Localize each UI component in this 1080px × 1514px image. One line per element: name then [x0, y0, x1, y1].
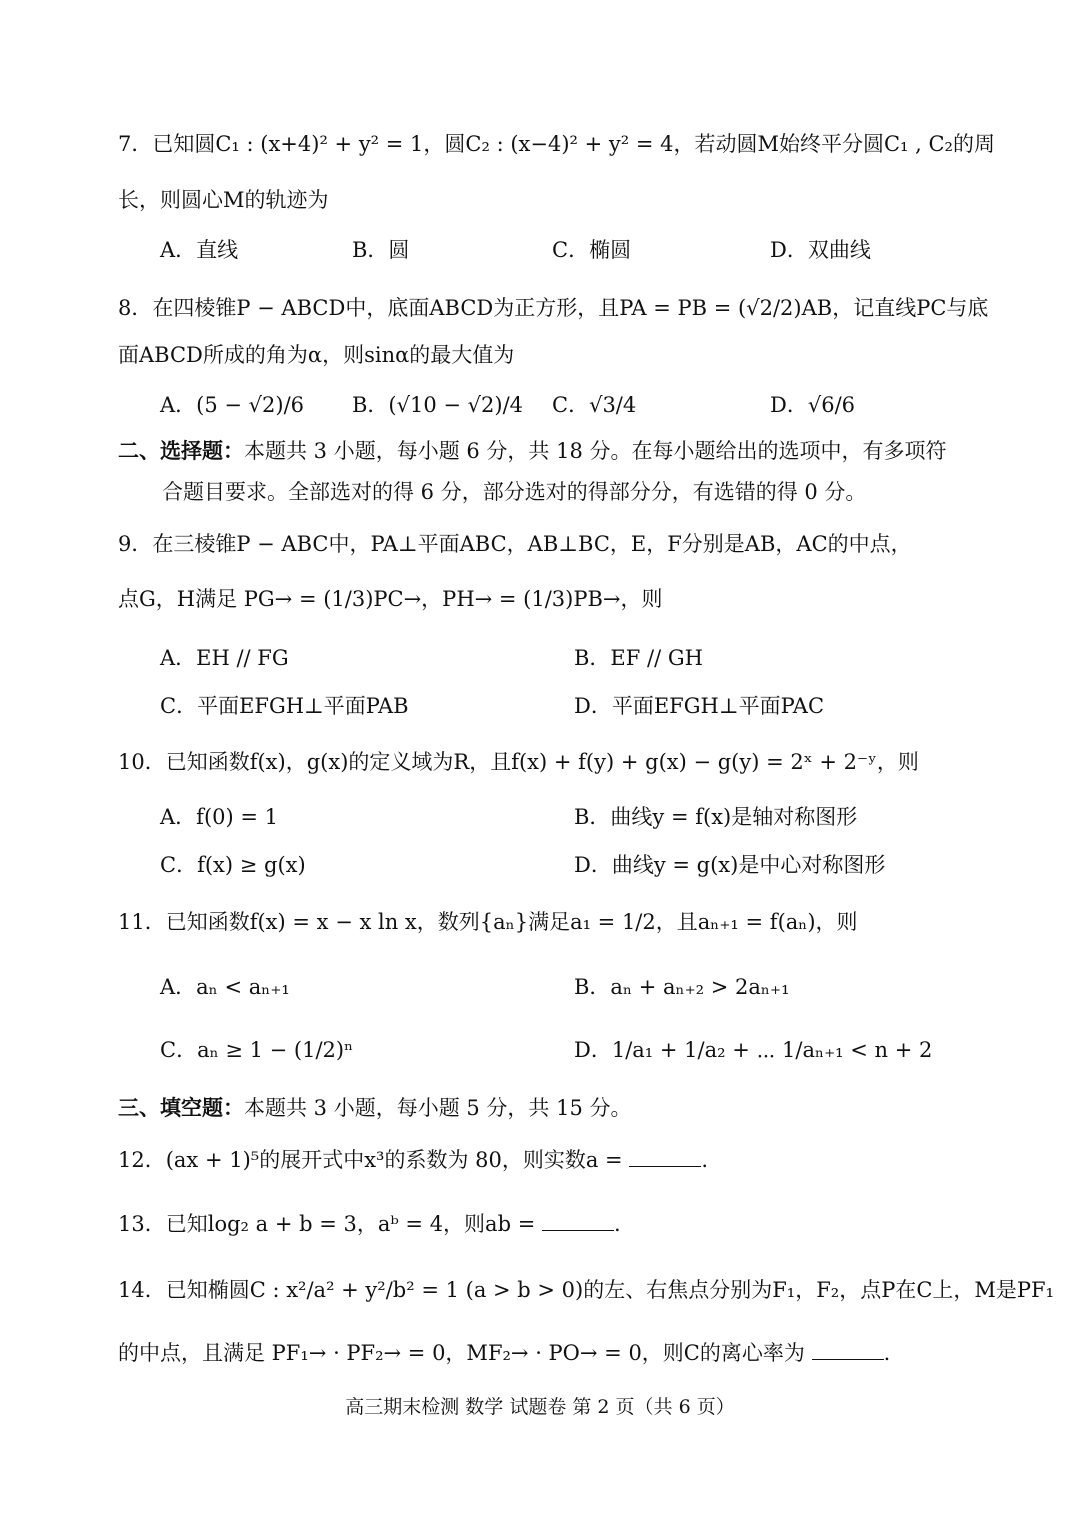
- q7-option-a: A．直线: [160, 238, 239, 262]
- q14-answer-blank[interactable]: [812, 1341, 884, 1360]
- q11-option-b: B．aₙ + aₙ₊₂ > 2aₙ₊₁: [574, 975, 790, 999]
- q8-option-a: A．(5 − √2)/6: [160, 393, 305, 417]
- q8-option-d: D．√6/6: [770, 393, 856, 417]
- q8-line2: 面ABCD所成的角为α，则sinα的最大值为: [118, 343, 515, 367]
- q11-line1: 11．已知函数f(x) = x − x ln x，数列{aₙ}满足a₁ = 1/2，且aₙ₊₁ = f(aₙ)，则: [118, 910, 858, 934]
- q7-line1: 7．已知圆C₁ : (x+4)² + y² = 1，圆C₂ : (x−4)² + y² = 4，若动圆M始终平分圆C₁ , C₂的周: [118, 132, 995, 156]
- section2-title: 二、选择题：: [118, 438, 244, 463]
- q12-answer-blank[interactable]: [629, 1148, 701, 1167]
- q8-option-b: B．(√10 − √2)/4: [352, 393, 524, 417]
- q10-option-a: A．f(0) = 1: [160, 805, 278, 829]
- q10-option-b: B．曲线y = f(x)是轴对称图形: [574, 805, 858, 829]
- q12-line: [118, 1148, 708, 1173]
- q14-text: 的中点，且满足 PF₁→ · PF₂→ = 0，MF₂→ · PO→ = 0，则C的离心率为: [118, 1341, 805, 1365]
- q12-text: 12．(ax + 1)⁵的展开式中x³的系数为 80，则实数a =: [118, 1148, 623, 1172]
- q9-line2: 点G，H满足 PG→ = (1/3)PC→，PH→ = (1/3)PB→，则: [118, 587, 663, 611]
- section2-text1: 本题共 3 小题，每小题 6 分，共 18 分。在每小题给出的选项中，有多项符: [244, 439, 947, 463]
- q12-end: .: [701, 1148, 709, 1172]
- section3-line: [118, 1095, 632, 1121]
- q11-option-d: D．1/a₁ + 1/a₂ + ⋯ 1/aₙ₊₁ < n + 2: [574, 1038, 933, 1062]
- q8-line1: 8．在四棱锥P − ABCD中，底面ABCD为正方形，且PA = PB = (√2/2)AB，记直线PC与底: [118, 296, 989, 320]
- q9-option-c: C．平面EFGH⊥平面PAB: [160, 694, 409, 718]
- page-footer: 高三期末检测 数学 试题卷 第 2 页（共 6 页）: [345, 1396, 735, 1418]
- section2-line1: [118, 438, 947, 464]
- section3-text: 本题共 3 小题，每小题 5 分，共 15 分。: [244, 1096, 632, 1120]
- q9-option-b: B．EF // GH: [574, 646, 703, 670]
- q8-option-c: C．√3/4: [552, 393, 637, 417]
- q10-option-c: C．f(x) ≥ g(x): [160, 853, 306, 877]
- section2-line2: 合题目要求。全部选对的得 6 分，部分选对的得部分分，有选错的得 0 分。: [162, 480, 867, 504]
- q14-end: .: [883, 1341, 891, 1365]
- q13-end: .: [613, 1212, 621, 1236]
- q7-option-d: D．双曲线: [770, 238, 871, 262]
- section3-title: 三、填空题：: [118, 1095, 244, 1120]
- q10-line1: 10．已知函数f(x)，g(x)的定义域为R，且f(x) + f(y) + g(x) − g(y) = 2ˣ + 2⁻ʸ，则: [118, 750, 919, 774]
- q11-option-c: C．aₙ ≥ 1 − (1/2)ⁿ: [160, 1038, 354, 1062]
- q14-line1: 14．已知椭圆C : x²/a² + y²/b² = 1 (a > b > 0)的左、右焦点分别为F₁，F₂，点P在C上，M是PF₁: [118, 1278, 1055, 1302]
- q9-option-a: A．EH // FG: [160, 646, 289, 670]
- q7-option-b: B．圆: [352, 238, 410, 262]
- q9-option-d: D．平面EFGH⊥平面PAC: [574, 694, 825, 718]
- q11-option-a: A．aₙ < aₙ₊₁: [160, 975, 290, 999]
- q14-line2: [118, 1341, 890, 1366]
- q13-text: 13．已知log₂ a + b = 3，aᵇ = 4，则ab =: [118, 1212, 536, 1236]
- q13-answer-blank[interactable]: [542, 1212, 614, 1231]
- q7-option-c: C．椭圆: [552, 238, 632, 262]
- q7-line2: 长，则圆心M的轨迹为: [118, 188, 329, 212]
- q13-line: [118, 1212, 621, 1237]
- q9-line1: 9．在三棱锥P − ABC中，PA⊥平面ABC，AB⊥BC，E，F分别是AB，AC的中点，: [118, 532, 912, 556]
- q10-option-d: D．曲线y = g(x)是中心对称图形: [574, 853, 886, 877]
